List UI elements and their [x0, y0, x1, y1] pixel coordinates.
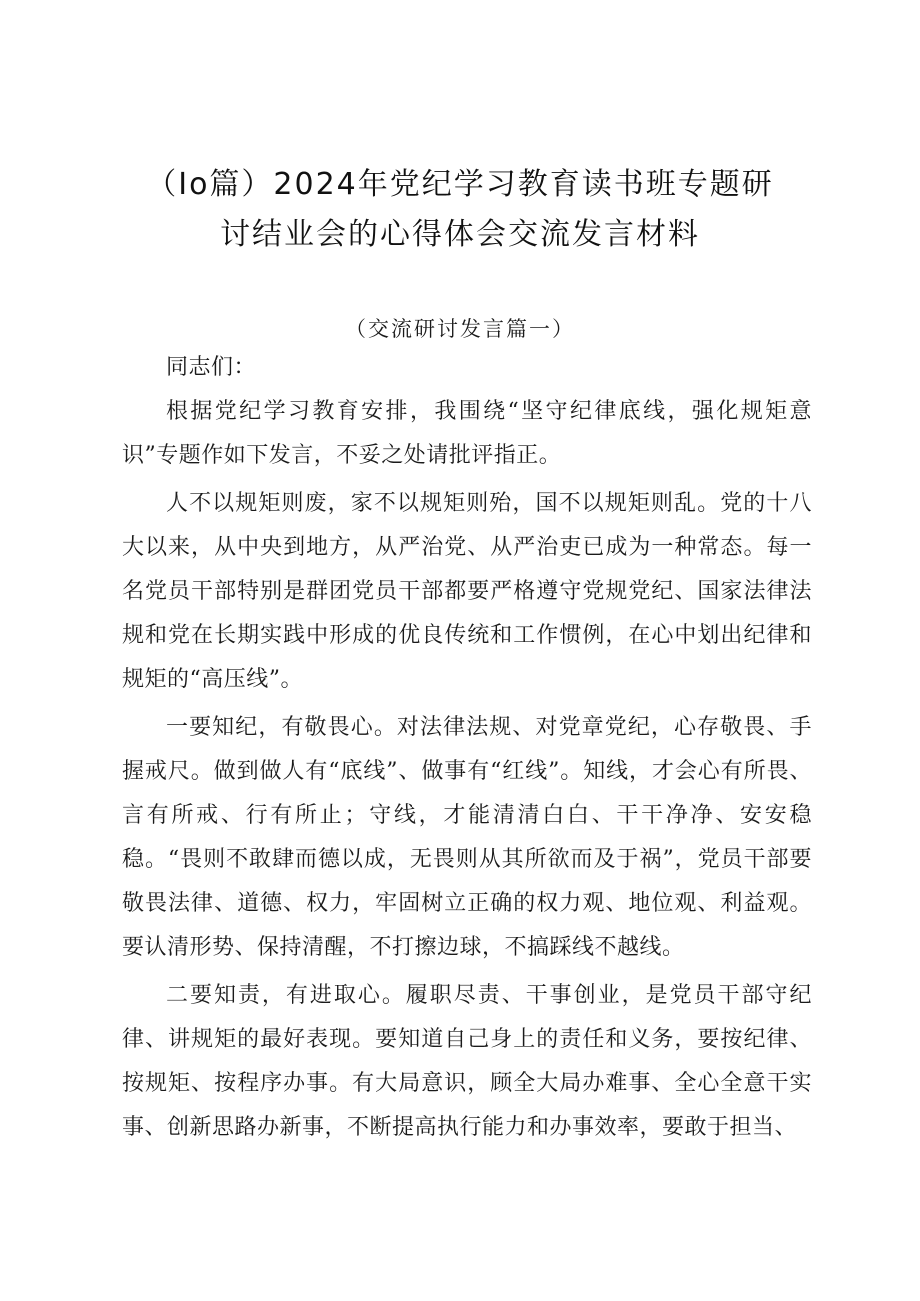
greeting: 同志们： [166, 355, 257, 380]
paragraph-3: 一要知纪，有敬畏心。对法律法规、对党章党纪，心存敬畏、手握戒尺。做到做人有“底线”、做事有“红线”。知线，才会心有所畏、言有所戒、行有所止；守线，才能清清白白、干干净净、安安稳稳。“畏则不敢肆而德以成，无畏则从其所欲而及于祸”，党员干部要敬畏法律、道德、权力，牢固树立正确的权力观、地位观、利益观。要认清形势、保持清醒，不打擦边球，不搞踩线不越线。 [122, 715, 812, 960]
paragraph-2: 人不以规矩则废，家不以规矩则殆，国不以规矩则乱。党的十八大以来，从中央到地方，从严治党、从严治吏已成为一种常态。每一名党员干部特别是群团党员干部都要严格遵守党规党纪、国家法律法规和党在长期实践中形成的优良传统和工作惯例，在心中划出纪律和规矩的“高压线”。 [122, 491, 812, 692]
paragraph-4: 二要知责，有进取心。履职尽责、干事创业，是党员干部守纪律、讲规矩的最好表现。要知道自己身上的责任和义务，要按纪律、按规矩、按程序办事。有大局意识，顾全大局办难事、全心全意干实事、创新思路办新事，不断提高执行能力和办事效率，要敢于担当、 [122, 983, 812, 1140]
paragraph-1: 根据党纪学习教育安排，我围绕“坚守纪律底线，强化规矩意识”专题作如下发言，不妥之处请批评指正。 [122, 399, 812, 468]
title-line-2: 讨结业会的心得体会交流发言材料 [220, 217, 700, 252]
section-subtitle: （交流研讨发言篇一） [345, 317, 575, 341]
document-body [122, 346, 812, 1150]
title-line-1: （Io篇）2024年党纪学习教育读书班专题研 [146, 167, 774, 202]
document-title [110, 160, 810, 260]
